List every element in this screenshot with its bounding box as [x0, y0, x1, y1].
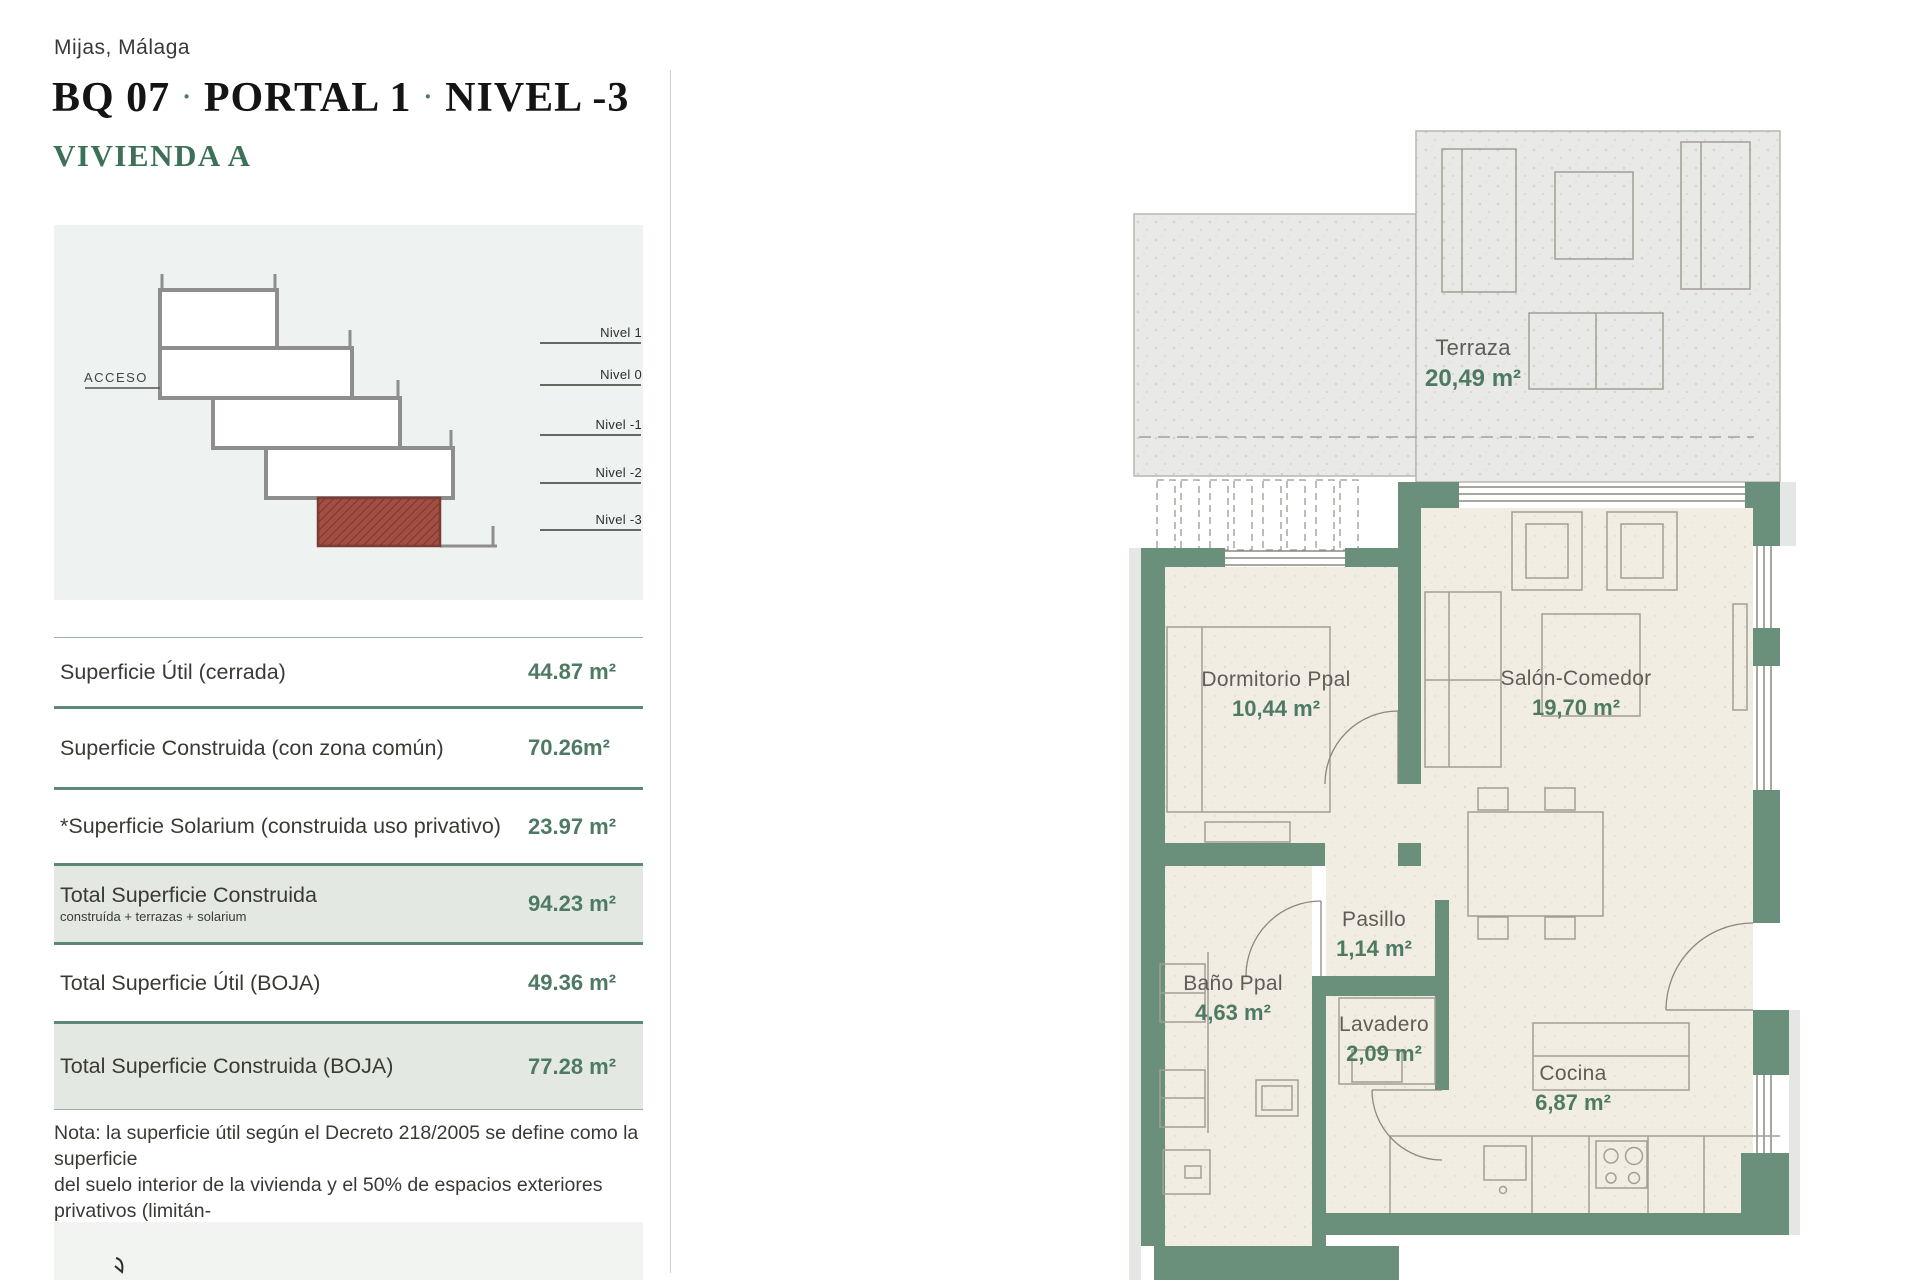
row-label: *Superficie Solarium (construida uso privativo): [60, 814, 501, 839]
room-label-pasillo: [1336, 908, 1412, 962]
row-value: 94.23 m²: [528, 891, 617, 916]
level-label-m2: Nivel -2: [595, 465, 642, 480]
table-row-total: [54, 1021, 643, 1110]
room-label-lavadero: [1339, 1013, 1429, 1067]
room-name: Salón-Comedor: [1500, 667, 1652, 690]
surface-areas-table: [54, 637, 643, 1110]
table-row-total: [54, 863, 643, 942]
room-area: 1,14 m²: [1336, 936, 1412, 961]
highlighted-unit-nivel-3: [318, 498, 440, 546]
column-divider: [670, 70, 671, 1273]
room-name: Terraza: [1435, 335, 1511, 360]
title-block: BQ 07: [52, 75, 171, 121]
room-area: 4,63 m²: [1195, 1000, 1271, 1025]
row-value: 77.28 m²: [528, 1053, 617, 1079]
room-name: Baño Ppal: [1183, 972, 1283, 995]
note-line: del suelo interior de la vivienda y el 50% de espacios exteriores privativos (limitán-: [54, 1174, 603, 1222]
row-value: 23.97 m²: [528, 813, 617, 839]
room-label-cocina: [1535, 1062, 1611, 1116]
row-sublabel: construída + terrazas + solarium: [60, 909, 247, 925]
room-area: 2,09 m²: [1346, 1041, 1422, 1066]
north-arrow-fragment: [54, 1222, 643, 1280]
acceso-label: ACCESO: [84, 370, 148, 385]
dwelling-title: VIVIENDA A: [53, 138, 252, 173]
row-label-main: Total Superficie Construida: [60, 882, 317, 907]
row-label: Superficie Útil (cerrada): [60, 659, 286, 684]
row-label: Superficie Construida (con zona común): [60, 735, 444, 760]
room-area: 20,49 m²: [1424, 365, 1522, 392]
level-label-0: Nivel 0: [600, 367, 642, 382]
room-name: Cocina: [1539, 1062, 1607, 1085]
table-row: [54, 787, 643, 863]
row-value: 49.36 m²: [528, 970, 617, 995]
title-level: NIVEL -3: [445, 75, 630, 121]
row-value: 44.87 m²: [528, 659, 617, 684]
level-label-m1: Nivel -1: [595, 417, 642, 432]
row-value: 70.26m²: [528, 735, 610, 760]
terrace-floor: [1134, 131, 1780, 482]
table-row: [54, 942, 643, 1021]
room-name: Dormitorio Ppal: [1201, 668, 1351, 691]
room-name: Pasillo: [1342, 908, 1406, 931]
skylight-dashed-zone: [1157, 480, 1358, 550]
page-title: [52, 74, 629, 122]
table-row: [54, 637, 643, 706]
room-label-dormitorio: [1201, 668, 1350, 722]
north-arrow-box: [54, 1222, 643, 1280]
row-label: Total Superficie Construida (BOJA): [60, 1054, 394, 1079]
table-row: [54, 706, 643, 787]
room-area: 6,87 m²: [1535, 1090, 1611, 1115]
room-area: 10,44 m²: [1231, 696, 1321, 721]
location-text: Mijas, Málaga: [54, 36, 191, 59]
title-separator-dot: ·: [182, 82, 192, 111]
title-portal: PORTAL 1: [203, 75, 412, 121]
row-label: Total Superficie Útil (BOJA): [60, 970, 321, 995]
room-area: 19,70 m²: [1531, 695, 1621, 720]
building-section-diagram: [54, 225, 643, 600]
row-label: [54, 883, 317, 926]
level-label-m3: Nivel -3: [595, 512, 642, 527]
room-label-bano: [1183, 972, 1283, 1026]
note-line: Nota: la superficie útil según el Decreto 218/2005 se define como la superficie: [54, 1122, 639, 1170]
room-label-salon: [1501, 667, 1652, 721]
room-name: Lavadero: [1339, 1013, 1429, 1036]
title-separator-dot: ·: [423, 82, 434, 111]
level-label-1: Nivel 1: [600, 325, 642, 340]
room-label-terraza: [1425, 335, 1521, 393]
